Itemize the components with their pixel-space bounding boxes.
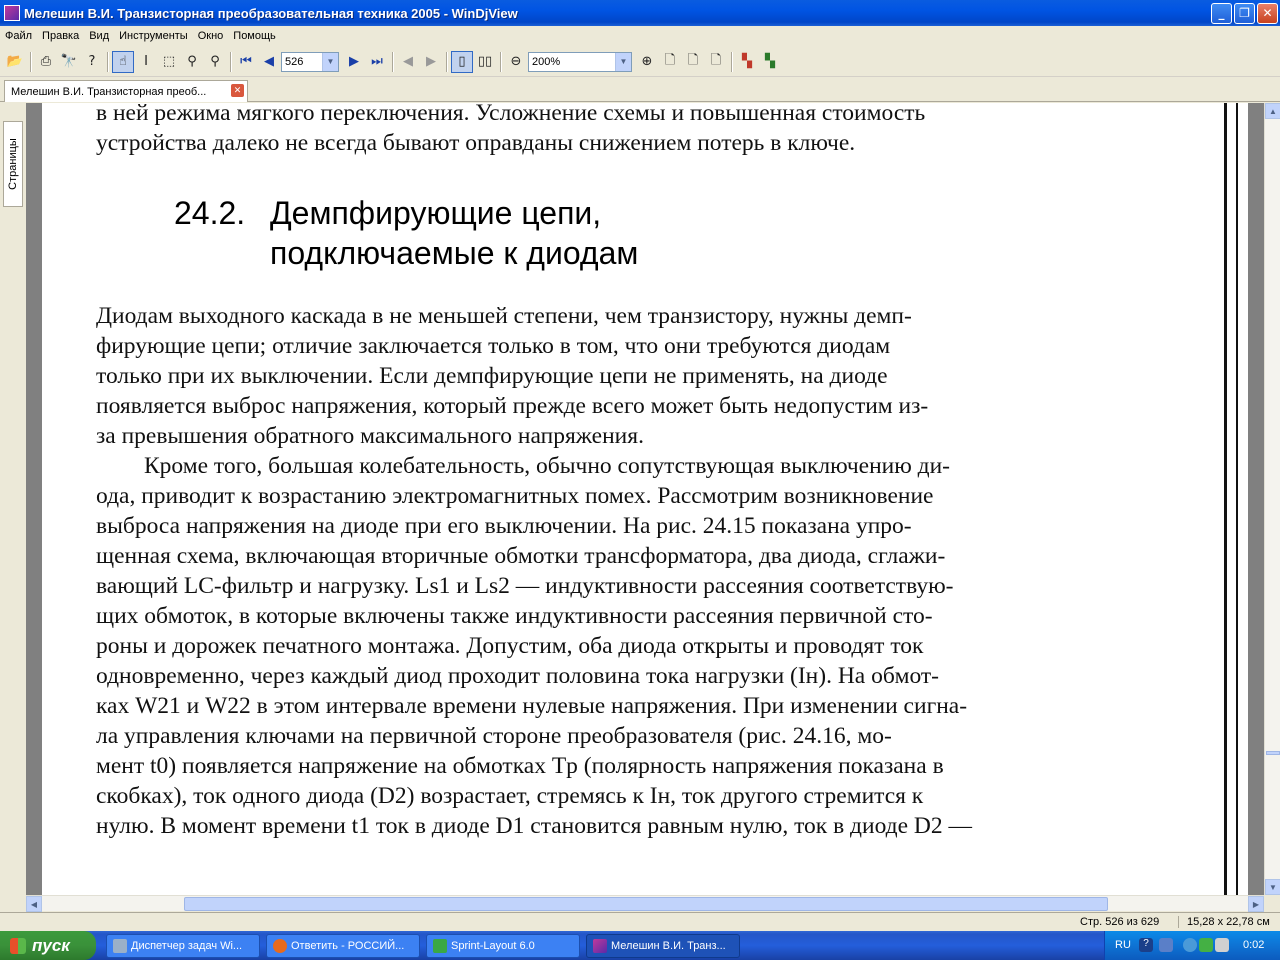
window-title: Мелешин В.И. Транзисторная преобразовательная техника 2005 - WinDjView bbox=[24, 5, 518, 21]
fit-page-icon[interactable]: 🗋 bbox=[664, 52, 676, 68]
close-button[interactable]: ✕ bbox=[1257, 3, 1278, 24]
taskbar-item-sprint-layout[interactable] bbox=[426, 934, 580, 958]
section-title-line2: подключаемые к диодам bbox=[270, 235, 639, 271]
find-icon[interactable]: 🔭 bbox=[60, 54, 78, 69]
display-mode-icon[interactable]: ▚ bbox=[742, 54, 752, 69]
scan-border-line bbox=[1224, 103, 1227, 895]
chevron-down-icon[interactable]: ▼ bbox=[322, 53, 338, 71]
text-line: фирующие цепи; отличие заключается только в том, что они требуются диодам bbox=[96, 333, 891, 359]
maximize-button[interactable]: ❐ bbox=[1234, 3, 1255, 24]
vertical-scroll-thumb[interactable] bbox=[1266, 751, 1280, 755]
status-bar bbox=[0, 912, 1280, 931]
text-line: выброса напряжения на диоде при его выключении. На рис. 24.15 показана упро- bbox=[96, 513, 912, 539]
taskbar-item-firefox[interactable] bbox=[266, 934, 420, 958]
system-tray bbox=[1104, 931, 1280, 960]
language-indicator[interactable]: RU bbox=[1115, 939, 1131, 951]
toolbar bbox=[0, 47, 1280, 77]
zoom-value: 200% bbox=[532, 55, 561, 68]
zoom-icon[interactable]: ⚲ bbox=[187, 54, 197, 69]
horizontal-scrollbar[interactable] bbox=[26, 895, 1264, 911]
title-bar bbox=[0, 0, 1280, 26]
taskbar-item-label: Ответить - РОССИЙ... bbox=[291, 940, 405, 952]
chevron-down-icon[interactable]: ▼ bbox=[615, 53, 631, 71]
text-line: Диодам выходного каскада в не меньшей степени, чем транзистору, нужны демп- bbox=[96, 303, 912, 329]
toolbar-separator bbox=[392, 52, 394, 72]
menu-view[interactable]: Вид bbox=[89, 30, 110, 42]
print-icon[interactable]: ⎙ bbox=[40, 54, 52, 69]
text-line: вающий LC-фильтр и нагрузку. Ls1 и Ls2 — индуктивности рассеяния соответствую- bbox=[96, 573, 954, 599]
windows-logo-icon bbox=[10, 938, 26, 954]
facing-pages-icon[interactable]: ▯▯ bbox=[477, 54, 493, 69]
page-number-combo[interactable] bbox=[281, 52, 339, 72]
app-icon bbox=[4, 5, 20, 21]
document-tab-label: Мелешин В.И. Транзисторная преоб... bbox=[11, 85, 207, 98]
taskbar-item-label: Диспетчер задач Wi... bbox=[131, 940, 243, 952]
next-page-icon[interactable]: ▶ bbox=[349, 54, 359, 69]
taskbar-item-label: Мелешин В.И. Транз... bbox=[611, 940, 726, 952]
taskbar bbox=[0, 931, 1280, 960]
fit-width-icon[interactable]: 🗋 bbox=[687, 52, 699, 68]
toolbar-separator bbox=[446, 52, 448, 72]
text-select-icon[interactable]: I bbox=[144, 54, 148, 69]
start-button[interactable] bbox=[0, 931, 96, 960]
zoom-in-icon[interactable]: ⊕ bbox=[641, 54, 653, 69]
sprint-layout-icon bbox=[433, 939, 447, 953]
menu-help[interactable]: Помощь bbox=[233, 30, 276, 42]
menu-tools[interactable]: Инструменты bbox=[119, 30, 188, 42]
toolbar-separator bbox=[500, 52, 502, 72]
taskbar-item-label: Sprint-Layout 6.0 bbox=[451, 940, 535, 952]
document-tab[interactable] bbox=[4, 80, 248, 102]
page-info: Стр. 526 из 629 bbox=[1080, 916, 1160, 928]
text-line: щих обмоток, в которые включены также индуктивности рассеяния первичной сто- bbox=[96, 603, 933, 629]
text-line: мент t0) появляется напряжение на обмотках Tp (полярность напряжения показана в bbox=[96, 753, 944, 779]
hand-icon[interactable]: ☝ bbox=[112, 51, 134, 73]
text-line: Кроме того, большая колебательность, обычно сопутствующая выключению ди- bbox=[144, 453, 951, 479]
rect-select-icon[interactable]: ⬚ bbox=[162, 54, 176, 69]
task-manager-icon bbox=[113, 939, 127, 953]
toolbar-separator bbox=[230, 52, 232, 72]
text-line: нулю. В момент времени t1 ток в диоде D1 становится равным нулю, ток в диоде D2 — bbox=[96, 813, 973, 839]
last-page-icon[interactable]: ⏭ bbox=[371, 54, 383, 69]
rotate-icon[interactable]: ▚ bbox=[765, 54, 775, 69]
text-line: в ней режима мягкого переключения. Усложнение схемы и повышенная стоимость bbox=[96, 103, 926, 126]
pages-side-tab-label: Страницы bbox=[7, 138, 19, 190]
prev-page-icon[interactable]: ◀ bbox=[264, 54, 274, 69]
page-number-value: 526 bbox=[285, 55, 304, 68]
volume-icon[interactable] bbox=[1215, 938, 1229, 952]
document-view[interactable] bbox=[26, 103, 1264, 895]
text-line: одновременно, через каждый диод проходит половина тока нагрузки (Iн). На обмот- bbox=[96, 663, 939, 689]
text-line: скобках), ток одного диода (D2) возрастает, стремясь к Iн, ток другого стремится к bbox=[96, 783, 924, 809]
toolbar-separator bbox=[107, 52, 109, 72]
taskbar-item-task-manager[interactable] bbox=[106, 934, 260, 958]
section-number: 24.2. bbox=[174, 195, 246, 231]
help-tray-icon[interactable]: ? bbox=[1139, 938, 1153, 952]
text-line: за превышения обратного максимального напряжения. bbox=[96, 423, 644, 449]
vertical-scrollbar[interactable] bbox=[1264, 103, 1280, 895]
text-line: ла управления ключами на первичной стороне преобразователя (рис. 24.16, мо- bbox=[96, 723, 892, 749]
actual-size-icon[interactable]: 🗋 bbox=[710, 52, 722, 68]
text-line: ках W21 и W22 в этом интервале времени нулевые напряжения. При изменении сигна- bbox=[96, 693, 968, 719]
close-icon[interactable]: ✕ bbox=[231, 84, 244, 97]
toolbar-separator bbox=[731, 52, 733, 72]
section-title-line1: Демпфирующие цепи, bbox=[270, 195, 602, 231]
open-icon[interactable]: 📂 bbox=[6, 54, 24, 69]
text-line: щенная схема, включающая вторичные обмотки трансформатора, два диода, сглажи- bbox=[96, 543, 946, 569]
first-page-icon[interactable]: ⏮ bbox=[240, 54, 252, 69]
single-page-icon[interactable]: ▯ bbox=[451, 51, 473, 73]
network-icon[interactable] bbox=[1183, 938, 1197, 952]
taskbar-item-windjview[interactable] bbox=[586, 934, 740, 958]
document-tab-strip bbox=[0, 78, 1280, 102]
menu-bar bbox=[0, 26, 1280, 46]
text-line: устройства далеко не всегда бывают оправданы снижением потерь в ключе. bbox=[96, 130, 856, 156]
tray-icon[interactable] bbox=[1199, 938, 1213, 952]
forward-icon[interactable]: ▶ bbox=[426, 54, 436, 69]
scroll-left-icon[interactable]: ◀ bbox=[26, 896, 42, 912]
windjview-icon bbox=[593, 939, 607, 953]
zoom-rect-icon[interactable]: ⚲ bbox=[210, 54, 220, 69]
document-page bbox=[42, 103, 1248, 895]
zoom-combo[interactable] bbox=[528, 52, 632, 72]
start-label: пуск bbox=[32, 935, 70, 955]
help-icon[interactable]: ? bbox=[88, 54, 96, 69]
back-icon[interactable]: ◀ bbox=[403, 54, 413, 69]
clock: 0:02 bbox=[1243, 939, 1265, 951]
pages-side-tab[interactable] bbox=[3, 121, 23, 207]
scroll-right-icon[interactable]: ▶ bbox=[1248, 896, 1264, 912]
menu-file[interactable]: Файл bbox=[5, 30, 33, 42]
text-line: только при их выключении. Если демпфирующие цепи не применять, на диоде bbox=[96, 363, 888, 389]
scroll-up-icon[interactable]: ▲ bbox=[1265, 103, 1280, 119]
scan-border-line bbox=[1236, 103, 1238, 895]
menu-window[interactable]: Окно bbox=[197, 30, 224, 42]
side-panel bbox=[0, 103, 26, 913]
scroll-down-icon[interactable]: ▼ bbox=[1265, 879, 1280, 895]
menu-edit[interactable]: Правка bbox=[42, 30, 80, 42]
toolbar-separator bbox=[30, 52, 32, 72]
text-line: ода, приводит к возрастанию электромагнитных помех. Рассмотрим возникновение bbox=[96, 483, 934, 509]
firefox-icon bbox=[273, 939, 287, 953]
zoom-out-icon[interactable]: ⊖ bbox=[510, 54, 522, 69]
page-size: 15,28 x 22,78 см bbox=[1178, 916, 1270, 928]
tray-icon[interactable] bbox=[1159, 938, 1173, 952]
text-line: роны и дорожек печатного монтажа. Допустим, оба диода открыты и проводят ток bbox=[96, 633, 924, 659]
horizontal-scroll-thumb[interactable] bbox=[184, 897, 1108, 911]
minimize-button[interactable]: _ bbox=[1211, 3, 1232, 24]
text-line: появляется выброс напряжения, который прежде всего может быть недопустим из- bbox=[96, 393, 929, 419]
